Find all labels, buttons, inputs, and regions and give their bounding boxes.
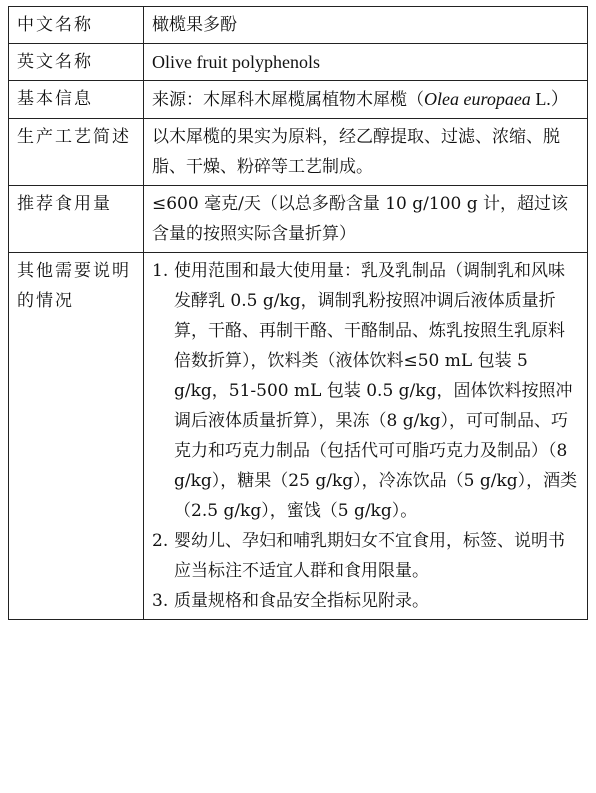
dosage-value: ≤600 毫克/天（以总多酚含量 10 g/100 g 计，超过该含量的按照实际含量折算）	[144, 186, 588, 253]
other-notes-value	[144, 253, 588, 620]
basic-info-value	[144, 81, 588, 119]
dosage-label: 推荐食用量	[9, 186, 144, 253]
source-prefix: 来源：木犀科木犀榄属植物木犀榄（	[152, 90, 424, 110]
english-name-value: Olive fruit polyphenols	[144, 44, 588, 81]
item-text: 使用范围和最大使用量：乳及乳制品（调制乳和风味发酵乳 0.5 g/kg，调制乳粉按照冲调后液体质量折算，干酪、再制干酪、干酪制品、炼乳按照生乳原料倍数折算），饮料类（液体饮料≤50 mL 包装 5 g/kg，51-500 mL 包装 0.5 g/kg，固体饮料按照冲调后液体质量折算），果冻（8 g/kg），可可制品、巧克力和巧克力制品（包括代可可脂巧克力及制品）（8 g/kg），糖果（25 g/kg），冷冻饮品（5 g/kg），酒类（2.5 g/kg），蜜饯（5 g/kg）。	[174, 261, 578, 521]
source-suffix: L.）	[530, 89, 569, 109]
item-number: 2.	[152, 531, 169, 551]
table-row	[9, 7, 588, 44]
item-text: 质量规格和食品安全指标见附录。	[174, 591, 429, 611]
item-number: 3.	[152, 591, 169, 611]
process-label: 生产工艺简述	[9, 119, 144, 186]
list-item	[152, 586, 579, 616]
english-name-label: 英文名称	[9, 44, 144, 81]
table-row	[9, 186, 588, 253]
item-number: 1.	[152, 261, 169, 281]
item-text: 婴幼儿、孕妇和哺乳期妇女不宜食用，标签、说明书应当标注不适宜人群和食用限量。	[174, 531, 565, 581]
table-row	[9, 81, 588, 119]
process-value: 以木犀榄的果实为原料，经乙醇提取、过滤、浓缩、脱脂、干燥、粉碎等工艺制成。	[144, 119, 588, 186]
other-notes-label: 其他需要说明的情况	[9, 253, 144, 620]
list-item	[152, 526, 579, 586]
chinese-name-value: 橄榄果多酚	[144, 7, 588, 44]
latin-name: Olea europaea	[424, 89, 531, 109]
chinese-name-label: 中文名称	[9, 7, 144, 44]
product-info-table	[8, 6, 588, 620]
list-item	[152, 256, 579, 526]
basic-info-label: 基本信息	[9, 81, 144, 119]
table-row	[9, 44, 588, 81]
table-row	[9, 253, 588, 620]
table-row	[9, 119, 588, 186]
notes-list	[152, 256, 579, 616]
